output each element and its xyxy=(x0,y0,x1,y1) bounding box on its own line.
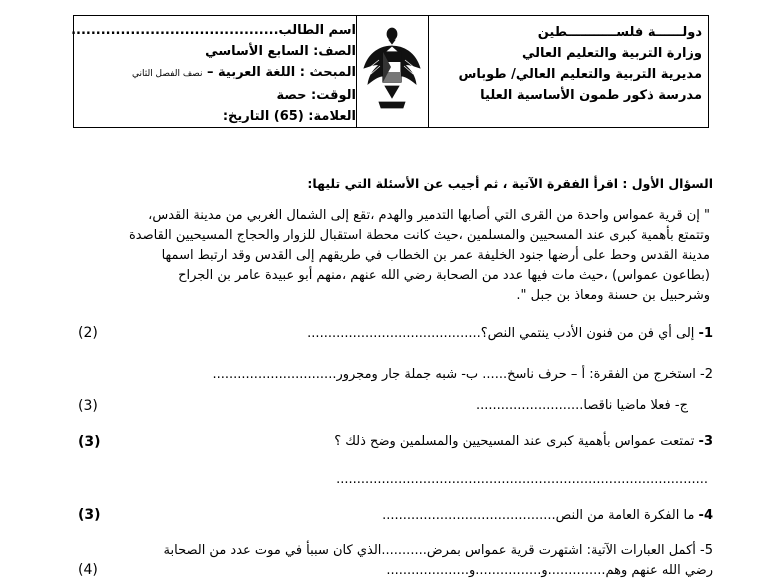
student-info-block xyxy=(71,20,356,127)
item-1-number: 1- xyxy=(698,326,713,341)
paragraph-line-1: " إن قرية عمواس واحدة من القرى التي أصابها التدمير والهدم ،تقع إلى الشمال الغربي من مدينة القدس، xyxy=(148,208,710,223)
ministry-name: وزارة التربية والتعليم العالي xyxy=(521,46,702,61)
item-4-text: ما الفكرة العامة من النص.......................................... xyxy=(382,508,699,523)
student-name-field[interactable]: اسم الطالب.......................................... xyxy=(71,23,356,38)
paragraph-line-5: وشرحبيل بن حسنة ومعاذ بن جبل ". xyxy=(516,288,710,303)
subject-label: المبحث : اللغة العربية – xyxy=(202,65,356,80)
item-3-answer-line[interactable]: .......................................................................................... xyxy=(336,472,708,487)
semester-label: نصف الفصل الثاني xyxy=(131,69,203,79)
state-name: دولــــــة فلســـــــــــطين xyxy=(537,25,702,40)
item-2 xyxy=(212,367,713,382)
item-1-mark: (2) xyxy=(78,325,98,341)
ministry-block xyxy=(402,22,702,106)
item-1-text: إلى أي فن من فنون الأدب ينتمي النص؟.......................................... xyxy=(307,326,699,341)
paragraph-line-2: وتتمتع بأهمية كبرى عند المسحيين والمسلمين ،حيث كانت محطة استقبال للزوار والحجاج المسيحيين القاصدة xyxy=(128,228,710,243)
item-4-number: 4- xyxy=(698,508,713,523)
item-3-text: تمتعت عمواس بأهمية كبرى عند المسيحيين والمسلمين وضح ذلك ؟ xyxy=(334,434,699,449)
school-name: مدرسة ذكور طمون الأساسية العليا xyxy=(480,88,702,103)
item-5-text: أكمل العبارات الآتية: اشتهرت قرية عمواس بمرض...........الذي كان سببأ في موت عدد من الصحابة xyxy=(163,543,701,558)
paragraph-line-4: (بطاعون عمواس) ،حيث مات فيها عدد من الصحابة رضي الله عنهم ،منهم أبو عبيدة عامر بن الجراح xyxy=(178,268,710,283)
grade-line: الصف: السابع الأساسي xyxy=(205,44,356,59)
score-date-line: العلامة: (65) التاريخ: xyxy=(222,109,356,124)
directorate-name: مديرية التربية والتعليم العالي/ طوباس xyxy=(458,67,702,82)
time-line: الوقت: حصة xyxy=(276,88,356,103)
item-2c-mark: (3) xyxy=(78,398,98,414)
item-5-continued: رضي الله عنهم وهم..............و................و.................... xyxy=(386,563,713,578)
item-2c-text: ج- فعلا ماضيا ناقصا.......................... xyxy=(475,398,688,413)
item-5-mark: (4) xyxy=(78,562,98,578)
item-3-number: 3- xyxy=(698,434,713,449)
paragraph-line-3: مدينة القدس وحط على أرضها جنود الخليفة عمر بن الخطاب في طريقهم إلى القدس وقد ارتبط اسمها xyxy=(161,248,710,263)
header-divider-left xyxy=(356,16,357,127)
item-2-number: 2- xyxy=(700,367,713,382)
item-2-text: استخرج من الفقرة: أ – حرف ناسخ...... ب- شبه جملة جار ومجرور.............................. xyxy=(212,367,701,382)
item-4-mark: (3) xyxy=(78,507,101,523)
header-box xyxy=(73,15,709,128)
item-3-mark: (3) xyxy=(78,434,101,450)
item-1 xyxy=(307,326,713,341)
question1-title: السؤال الأول : اقرأ الفقرة الآتية ، ثم أجيب عن الأسئلة التي تليها: xyxy=(307,176,713,191)
item-5 xyxy=(164,543,713,558)
item-5-number: 5- xyxy=(700,543,713,558)
palestine-eagle-emblem-icon xyxy=(361,24,423,120)
item-4 xyxy=(382,508,713,523)
item-2c xyxy=(476,398,688,413)
item-3 xyxy=(334,434,713,449)
subject-line xyxy=(80,62,356,85)
